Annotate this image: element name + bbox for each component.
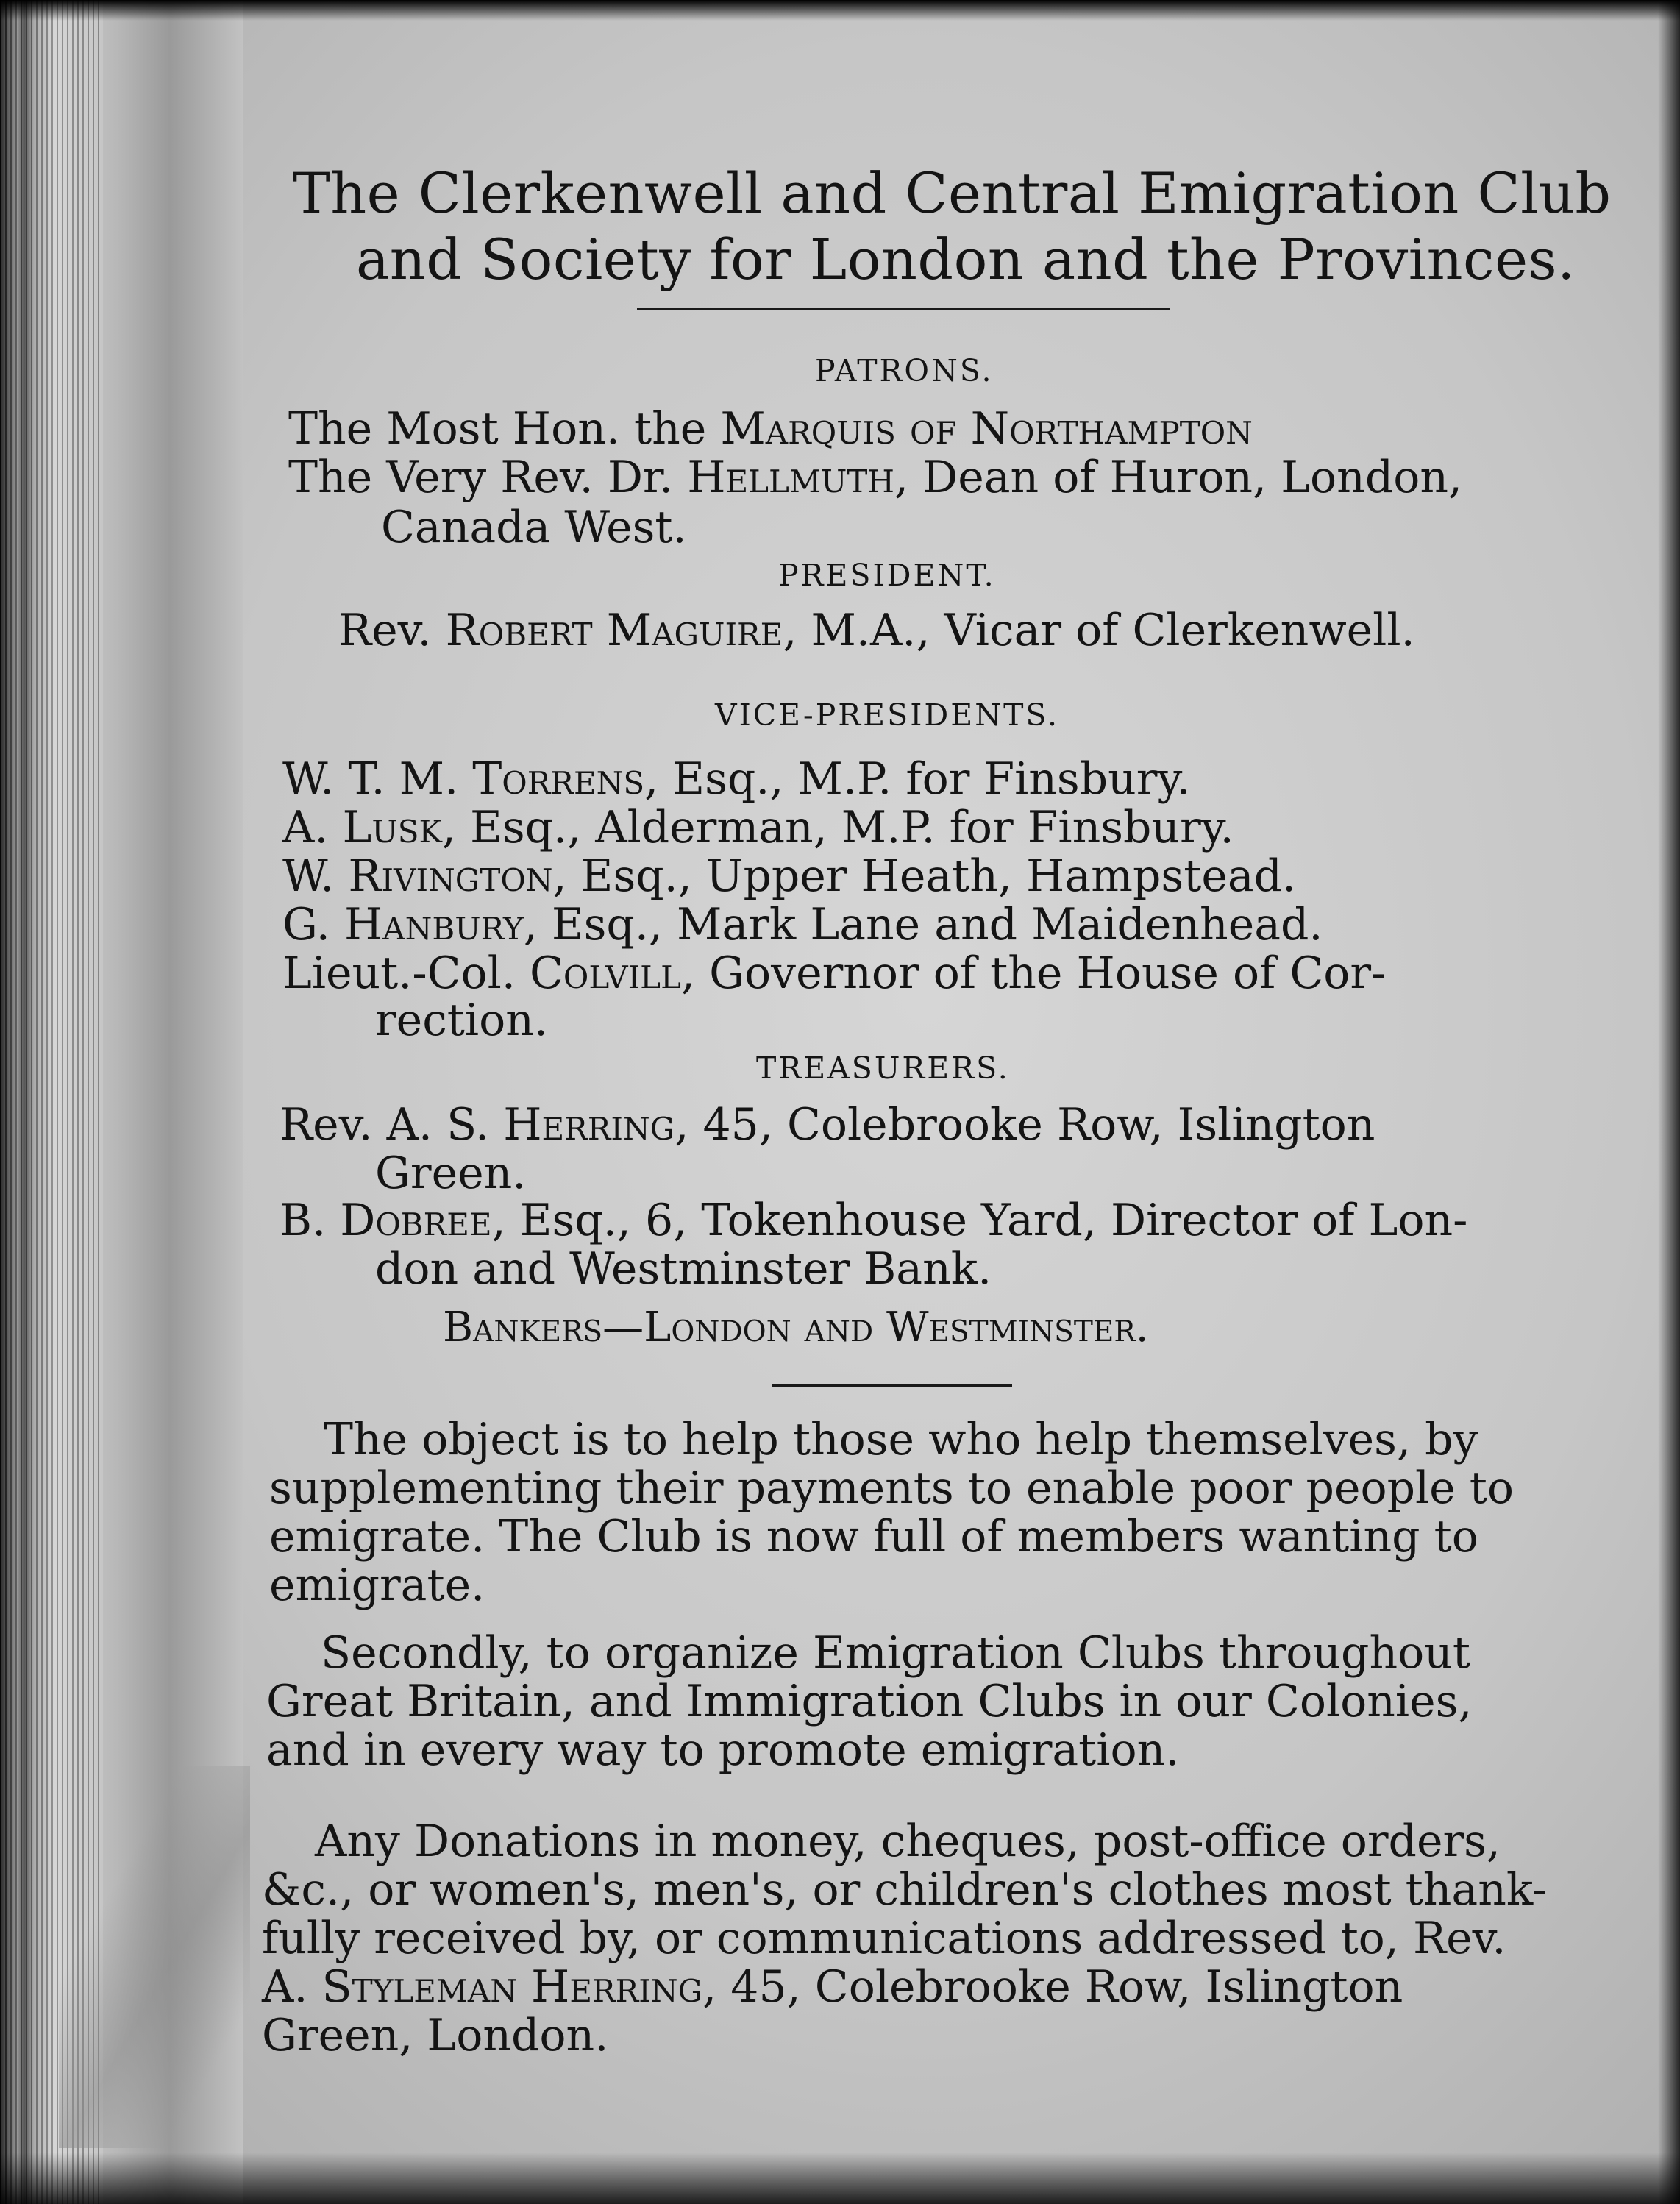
vice-president-5-continuation: rection. xyxy=(375,995,548,1046)
secondly-line-2: Great Britain, and Immigration Clubs in our Colonies, xyxy=(266,1676,1473,1727)
patron-2-name: Hellmuth xyxy=(687,452,894,503)
donations-line-3: fully received by, or communications addressed to, Rev. xyxy=(262,1913,1506,1964)
vice-presidents-heading: VICE-PRESIDENTS. xyxy=(715,697,1060,733)
treasurer-1-continuation: Green. xyxy=(375,1148,527,1199)
page-curl xyxy=(59,1766,250,2148)
vice-president-1-name: Torrens xyxy=(472,753,645,805)
donations-line-2: &c., or women's, men's, or children's clothes most thank- xyxy=(262,1864,1548,1916)
section-rule xyxy=(772,1384,1012,1387)
top-shadow xyxy=(0,0,1680,21)
vice-president-4-name: Hanbury xyxy=(344,899,524,950)
object-line-2: supplementing their payments to enable poor people to xyxy=(269,1462,1514,1514)
president-entry: Rev. Robert Maguire, M.A., Vicar of Clerkenwell. xyxy=(338,605,1415,656)
treasurer-1-name: Herring xyxy=(503,1099,675,1151)
vice-president-5-name: Colvill xyxy=(530,948,681,999)
treasurer-2-name: Dobree xyxy=(340,1195,492,1246)
object-line-1: The object is to help those who help themselves, by xyxy=(324,1414,1478,1465)
title-line-1: The Clerkenwell and Central Emigration Club xyxy=(293,160,1612,226)
patrons-heading: PATRONS. xyxy=(815,353,994,388)
donations-contact-name: A. Styleman Herring xyxy=(262,1961,703,2013)
vice-president-2: A. Lusk, Esq., Alderman, M.P. for Finsbury. xyxy=(282,802,1234,853)
title-line-2: and Society for London and the Provinces. xyxy=(356,227,1576,292)
vice-president-3-name: Rivington xyxy=(348,850,553,902)
patron-1-name: Marquis of Northampton xyxy=(720,403,1253,455)
patron-2-continuation: Canada West. xyxy=(381,502,687,553)
patron-1: The Most Hon. the Marquis of Northampton xyxy=(288,403,1253,455)
secondly-line-3: and in every way to promote emigration. xyxy=(266,1724,1180,1776)
vice-president-1: W. T. M. Torrens, Esq., M.P. for Finsbury. xyxy=(282,753,1191,805)
right-shadow xyxy=(1658,0,1680,2204)
vice-president-3: W. Rivington, Esq., Upper Heath, Hampstead. xyxy=(282,850,1297,902)
bottom-shadow xyxy=(0,2153,1680,2204)
treasurer-2-continuation: don and Westminster Bank. xyxy=(375,1243,992,1295)
bankers-line: Bankers—London and Westminster. xyxy=(443,1304,1149,1351)
patron-2: The Very Rev. Dr. Hellmuth, Dean of Huron, London, xyxy=(288,452,1463,503)
vice-president-4: G. Hanbury, Esq., Mark Lane and Maidenhead. xyxy=(282,899,1323,950)
object-line-4: emigrate. xyxy=(269,1560,485,1611)
title-rule xyxy=(637,308,1170,310)
vice-president-5: Lieut.-Col. Colvill, Governor of the House of Cor- xyxy=(282,948,1387,999)
vice-president-2-name: Lusk xyxy=(342,802,442,853)
secondly-line-1: Secondly, to organize Emigration Clubs throughout xyxy=(321,1627,1470,1679)
treasurer-1: Rev. A. S. Herring, 45, Colebrooke Row, Islington xyxy=(280,1099,1375,1151)
president-name: Robert Maguire xyxy=(445,605,783,656)
donations-line-4: A. Styleman Herring, 45, Colebrooke Row, Islington xyxy=(262,1961,1403,2013)
donations-line-1: Any Donations in money, cheques, post-office orders, xyxy=(315,1816,1501,1867)
treasurer-2: B. Dobree, Esq., 6, Tokenhouse Yard, Director of Lon- xyxy=(280,1195,1468,1246)
president-heading: PRESIDENT. xyxy=(778,558,996,593)
donations-line-5: Green, London. xyxy=(262,2010,609,2061)
treasurers-heading: TREASURERS. xyxy=(756,1051,1010,1086)
object-line-3: emigrate. The Club is now full of members wanting to xyxy=(269,1511,1478,1563)
